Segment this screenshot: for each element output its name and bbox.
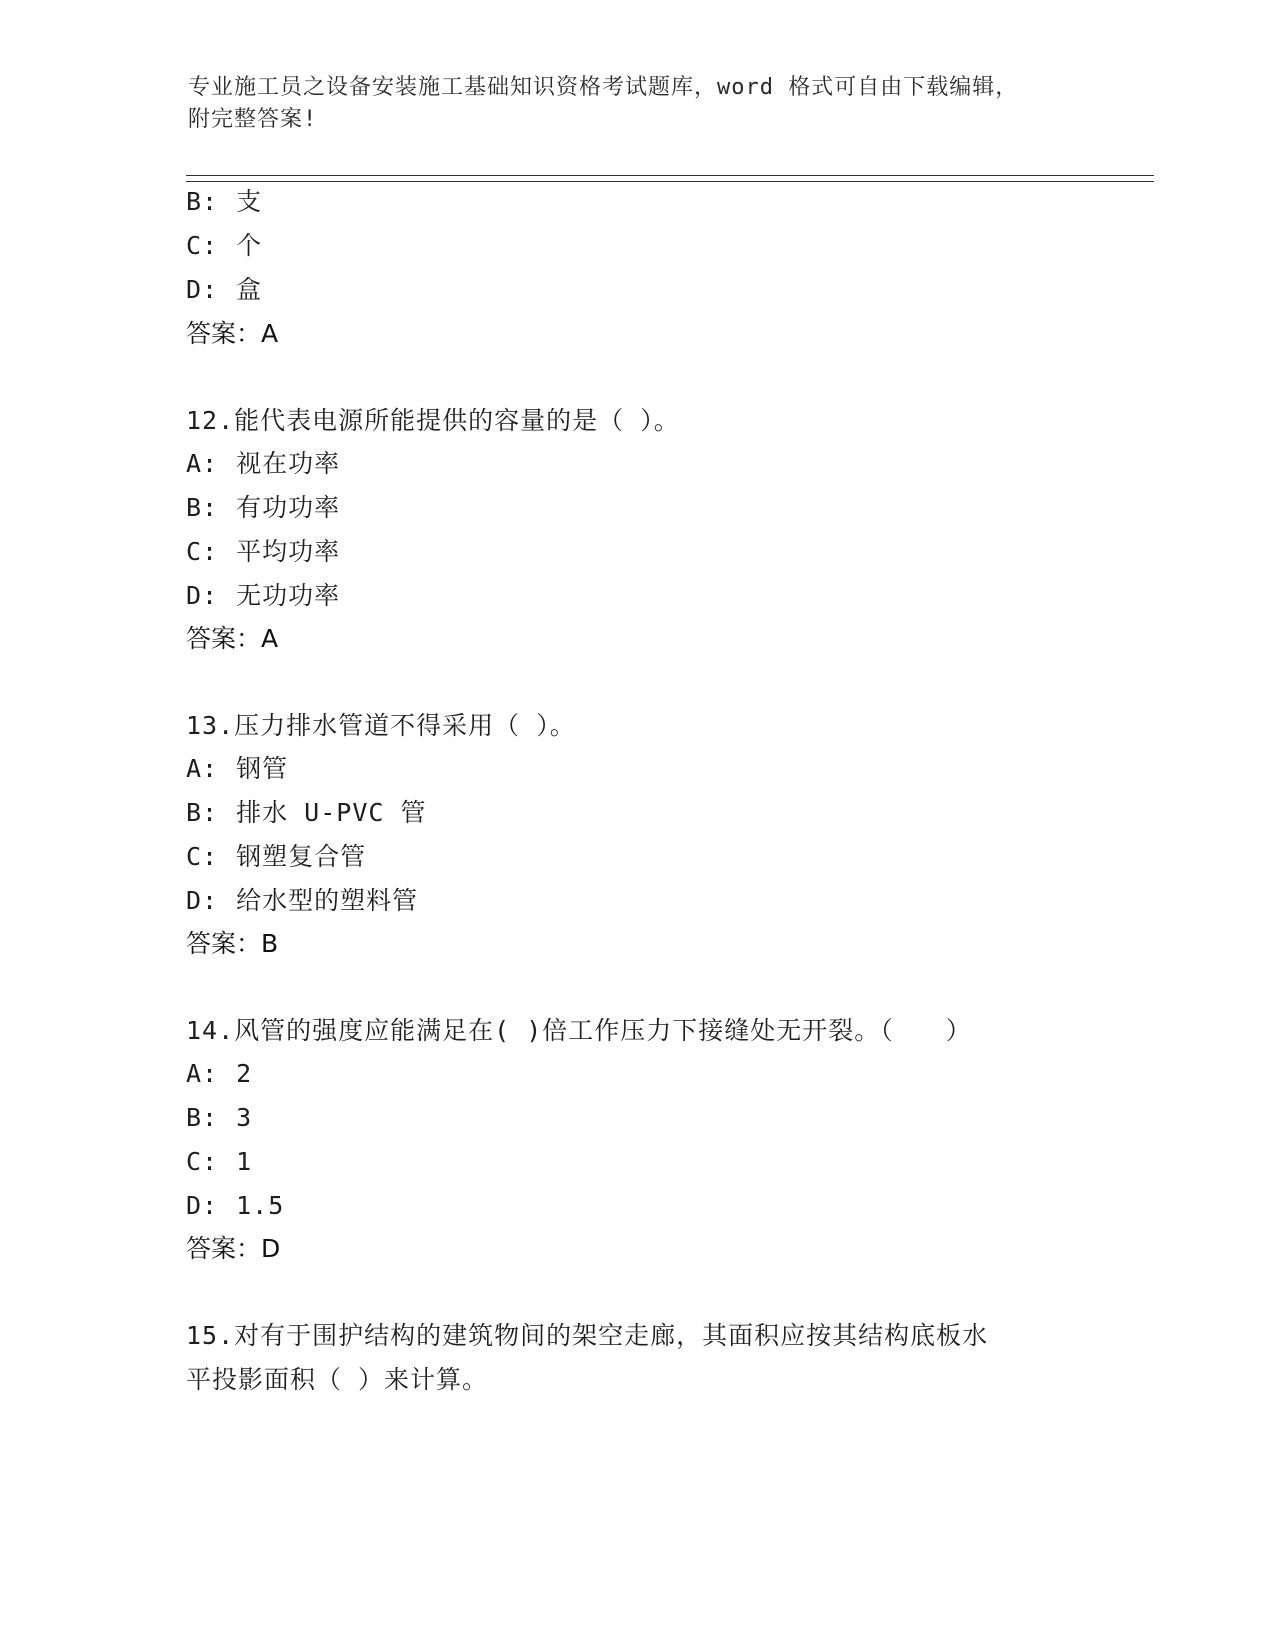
answer-line: 答案：D [186,1234,281,1263]
question-stem-continued: 平投影面积（ ）来计算。 [186,1365,489,1394]
option-b: B: 有功功率 [186,493,341,522]
option-d: D: 盒 [186,275,263,304]
option-b: B: 支 [186,187,263,216]
option-a: A: 视在功率 [186,449,341,478]
header-divider [186,175,1154,182]
header-line-1: 专业施工员之设备安装施工基础知识资格考试题库，word 格式可自由下载编辑， [188,75,1019,100]
document-header [188,72,1088,136]
answer-line: 答案：A [186,319,279,348]
option-c: C: 钢塑复合管 [186,842,367,871]
option-c: C: 个 [186,231,263,260]
option-c: C: 1 [186,1147,253,1176]
option-a: A: 2 [186,1059,253,1088]
option-c: C: 平均功率 [186,537,341,566]
header-line-2: 附完整答案! [188,107,318,132]
question-stem: 12.能代表电源所能提供的容量的是（ ）。 [186,406,680,435]
answer-line: 答案：B [186,929,279,958]
question-stem: 13.压力排水管道不得采用（ ）。 [186,711,576,740]
option-a: A: 钢管 [186,754,289,783]
option-b: B: 3 [186,1103,253,1132]
question-stem: 14.风管的强度应能满足在( )倍工作压力下接缝处无开裂。（ ） [186,1016,972,1045]
option-d: D: 无功功率 [186,581,341,610]
option-b: B: 排水 U-PVC 管 [186,798,427,827]
question-stem: 15.对有于围护结构的建筑物间的架空走廊，其面积应按其结构底板水 [186,1321,989,1350]
option-d: D: 给水型的塑料管 [186,886,419,915]
answer-line: 答案：A [186,624,279,653]
option-d: D: 1.5 [186,1191,285,1220]
